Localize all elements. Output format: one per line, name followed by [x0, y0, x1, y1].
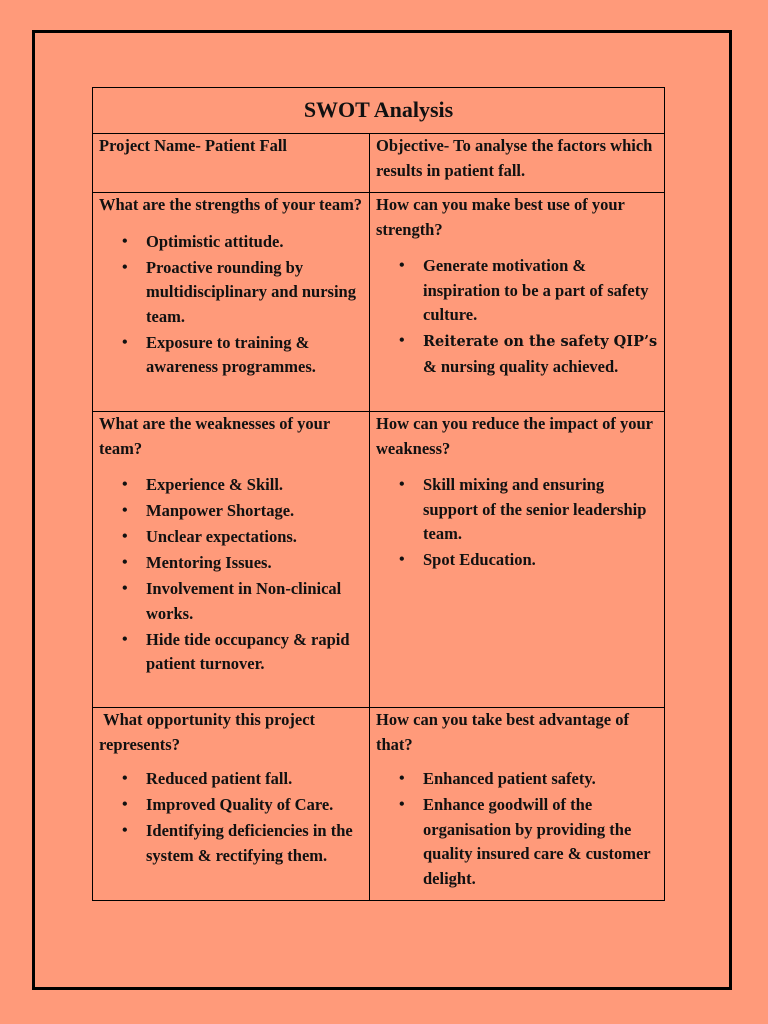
list-item — [423, 329, 658, 379]
list-item: • Involvement in Non-clinical works. — [146, 577, 363, 626]
list-item: • Proactive rounding by multidisciplinary and nursing team. — [146, 256, 363, 330]
list-item: • Experience & Skill. — [146, 473, 363, 498]
title-cell — [93, 88, 665, 134]
list-item: • Improved Quality of Care. — [146, 793, 363, 818]
weaknesses-list — [99, 473, 363, 677]
opportunities-advantage-question: How can you take best advantage of that? — [376, 710, 630, 754]
opportunities-advantage-list — [376, 767, 658, 891]
weaknesses-reduce-list — [376, 473, 658, 573]
project-name: Project Name- Patient Fall — [99, 136, 287, 155]
list-item: • Skill mixing and ensuring support of the senior leadership team. — [423, 473, 658, 547]
opportunities-advantage-cell — [370, 708, 665, 901]
project-name-cell — [93, 134, 370, 193]
opportunities-question: What opportunity this project represents? — [99, 710, 320, 754]
strengths-list — [99, 230, 363, 380]
list-item: • Reduced patient fall. — [146, 767, 363, 792]
list-item: • Mentoring Issues. — [146, 551, 363, 576]
opportunities-list — [99, 767, 363, 868]
list-item: • Manpower Shortage. — [146, 499, 363, 524]
list-item: • Exposure to training & awareness programmes. — [146, 331, 363, 380]
weaknesses-question: What are the weaknesses of your team? — [99, 414, 330, 458]
list-item: • Optimistic attitude. — [146, 230, 363, 255]
list-item-prefix: Reiterate on the safety QIP’s — [423, 333, 658, 350]
weaknesses-cell — [93, 412, 370, 708]
list-item: • Enhanced patient safety. — [423, 767, 658, 792]
objective: Objective- To analyse the factors which results in patient fall. — [376, 136, 653, 180]
list-item: • Enhance goodwill of the organisation by providing the quality insured care & customer delight. — [423, 793, 658, 891]
strengths-use-question: How can you make best use of your strength? — [376, 195, 625, 239]
strengths-cell — [93, 193, 370, 412]
list-item-suffix: & nursing quality achieved. — [423, 356, 619, 376]
weaknesses-reduce-cell — [370, 412, 665, 708]
strengths-use-list — [376, 254, 658, 379]
list-item: • Hide tide occupancy & rapid patient turnover. — [146, 628, 363, 677]
list-item: • Generate motivation & inspiration to be a part of safety culture. — [423, 254, 658, 328]
list-item: • Unclear expectations. — [146, 525, 363, 550]
list-item: • Spot Education. — [423, 548, 658, 573]
list-item: • Identifying deficiencies in the system & rectifying them. — [146, 819, 363, 868]
strengths-use-cell — [370, 193, 665, 412]
document-title: SWOT Analysis — [303, 97, 454, 123]
objective-cell — [370, 134, 665, 193]
opportunities-cell — [93, 708, 370, 901]
swot-table — [92, 87, 665, 901]
weaknesses-reduce-question: How can you reduce the impact of your weakness? — [376, 414, 653, 458]
strengths-question: What are the strengths of your team? — [99, 195, 363, 214]
